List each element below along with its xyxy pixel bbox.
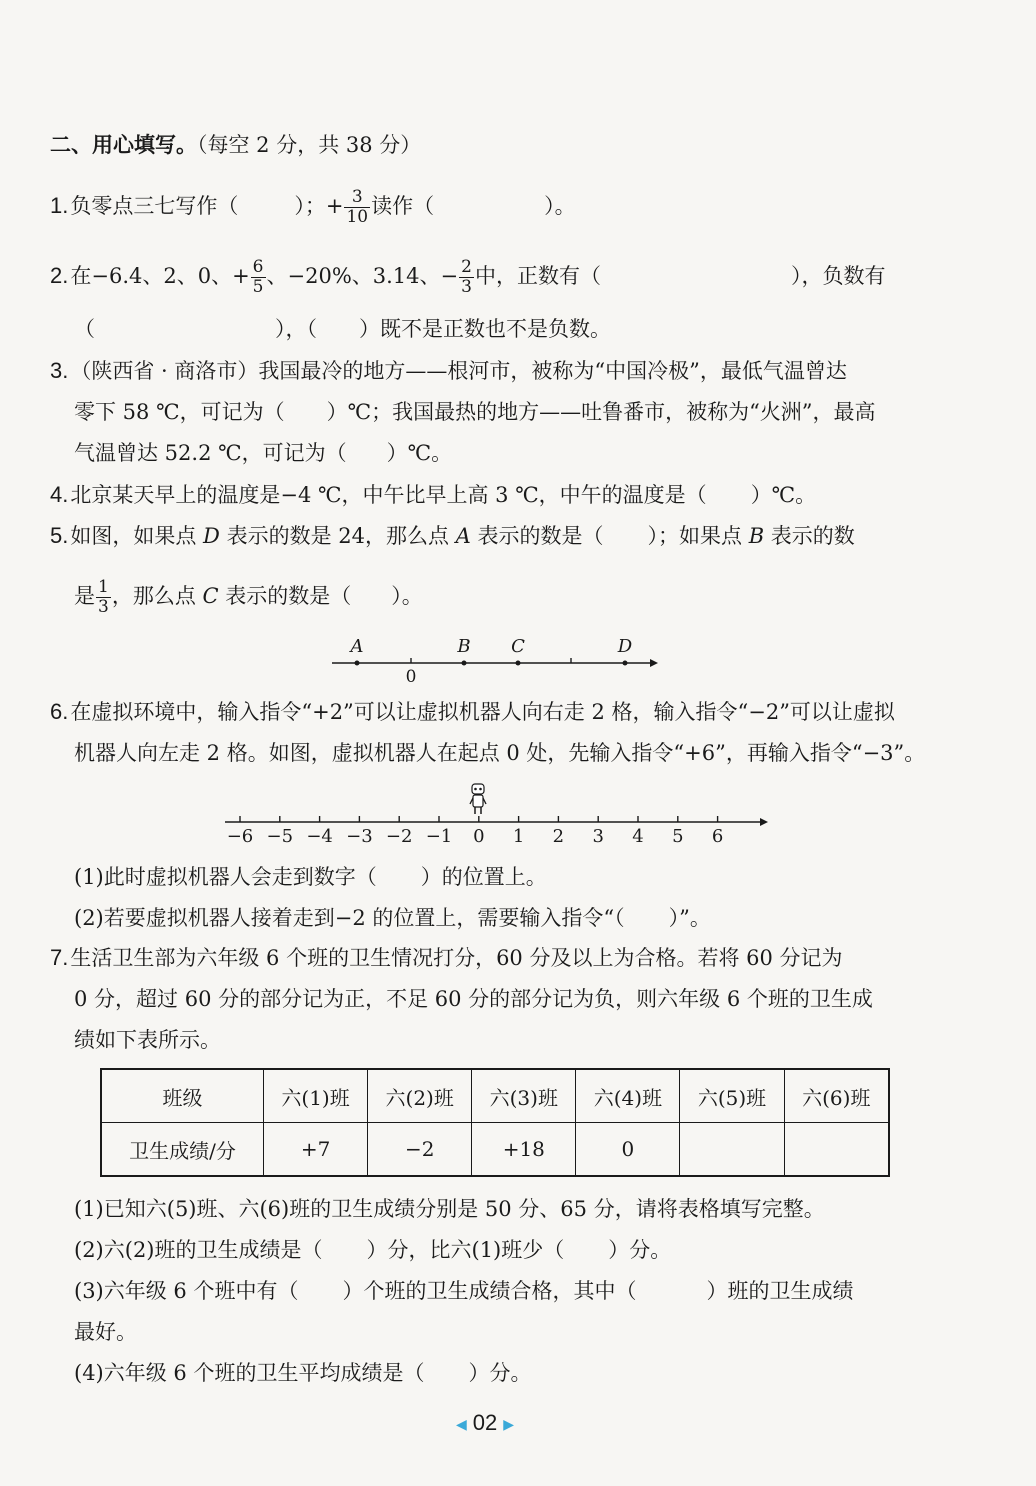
table-cell: 卫生成绩/分 [101, 1123, 264, 1177]
q1-text-b: ）；+ [294, 194, 344, 218]
number-line-tick-label: 4 [632, 826, 644, 847]
q7-sub1-text: (1)已知六(5)班、六(6)班的卫生成绩分别是 50 分、65 分，请将表格填写完整。 [74, 1197, 825, 1221]
question-number: 3. [50, 358, 69, 383]
point-b-label: B [748, 524, 765, 548]
section-note: （每空 2 分，共 38 分） [197, 133, 422, 157]
question-number: 5. [50, 523, 69, 548]
question-3 [50, 356, 847, 386]
q6-sub2-text-b: ）”。 [668, 906, 711, 930]
q7-sub2-text-a: (2)六(2)班的卫生成绩是（ [74, 1238, 323, 1262]
table-cell: +7 [264, 1123, 368, 1177]
number-line-tick-label: −5 [266, 826, 294, 847]
table-header-cell: 六(5)班 [680, 1069, 784, 1123]
question-2 [50, 258, 885, 297]
q4-text-a: 北京某天早上的温度是−4 ℃，中午比早上高 3 ℃，中午的温度是（ [70, 483, 707, 507]
point-b-dot [462, 661, 467, 666]
point-c-label: C [202, 584, 219, 608]
number-line-tick-label: 0 [473, 826, 485, 847]
page-indicator [440, 1410, 530, 1436]
q2-text-f: ），（ [275, 317, 317, 341]
number-line-tick-label: 5 [672, 826, 684, 847]
question-number: 7. [50, 945, 69, 970]
q5-text-d: ）；如果点 [647, 524, 749, 548]
q3-text-b: ）℃；我国最热的地方——吐鲁番市，被称为“火洲”，最高 [326, 400, 876, 424]
triangle-left-icon: ◀ [455, 1415, 467, 1432]
question-6-sub-1 [74, 862, 547, 892]
question-7-sub-1 [74, 1194, 825, 1224]
fraction-denominator: 3 [98, 597, 109, 617]
question-1 [50, 188, 576, 227]
number-line-tick-label: −4 [306, 826, 333, 847]
q5-text-f: 是 [74, 584, 95, 608]
fraction-denominator: 3 [461, 277, 472, 297]
q7-sub3-text-d: 最好。 [74, 1320, 137, 1344]
q7-sub3-text-b: ）个班的卫生成绩合格，其中（ [342, 1279, 637, 1303]
number-line-tick-label: −3 [346, 826, 373, 847]
q7-sub4-text-a: (4)六年级 6 个班的卫生平均成绩是（ [74, 1361, 425, 1385]
table-header-cell: 六(6)班 [784, 1069, 889, 1123]
table-cell: 0 [576, 1123, 680, 1177]
point-a-dot [355, 661, 360, 666]
question-4 [50, 480, 816, 510]
question-5 [50, 521, 855, 551]
q6-line-2: 机器人向左走 2 格。如图，虚拟机器人在起点 0 处，先输入指令“+6”，再输入指令“−3”。 [74, 741, 926, 765]
section-header [50, 130, 421, 160]
number-line-tick-label: 3 [592, 826, 604, 847]
arrow-right-icon [760, 818, 768, 826]
q4-text-b: ）℃。 [750, 483, 817, 507]
q2-fraction-1 [251, 258, 266, 297]
arrow-right-icon [650, 659, 658, 667]
question-6-sub-2 [74, 903, 711, 933]
line-label-d: D [617, 636, 633, 657]
table-cell: +18 [472, 1123, 576, 1177]
q5-text-h: 表示的数是（ [218, 584, 352, 608]
question-number: 1. [50, 193, 69, 218]
q3-text-a: 零下 58 ℃，可记为（ [74, 400, 285, 424]
q6-number-line [215, 780, 775, 850]
q7-sub3-text-c: ）班的卫生成绩 [706, 1279, 854, 1303]
q5-text-i: ）。 [391, 584, 423, 608]
q2-text-g: ）既不是正数也不是负数。 [359, 317, 611, 341]
table-header-cell: 六(1)班 [264, 1069, 368, 1123]
q6-sub1-text-a: (1)此时虚拟机器人会走到数字（ [74, 865, 377, 889]
question-number: 2. [50, 263, 69, 288]
table-header-cell: 六(3)班 [472, 1069, 576, 1123]
number-line-tick-label: −1 [425, 826, 453, 847]
q2-text-b: 、−20%、3.14、− [266, 264, 459, 288]
q3-line-1: （陕西省 · 商洛市）我国最冷的地方——根河市，被称为“中国冷极”，最低气温曾达 [70, 359, 847, 383]
q5-text-g: ，那么点 [111, 584, 203, 608]
point-d-label: D [203, 524, 220, 548]
question-3-line-3 [74, 438, 452, 468]
table-cell: −2 [368, 1123, 472, 1177]
q1-text-a: 负零点三七写作（ [70, 194, 239, 218]
q5-fraction [96, 578, 111, 617]
point-a-label: A [455, 524, 471, 548]
question-7-line-3 [74, 1025, 221, 1055]
q7-sub2-text-b: ）分，比六(1)班少（ [366, 1238, 565, 1262]
table-header-cell: 六(4)班 [576, 1069, 680, 1123]
q5-text-e: 表示的数 [764, 524, 855, 548]
line-label-a: A [350, 636, 364, 657]
q7-sub4-text-b: ）分。 [468, 1361, 532, 1385]
robot-icon [470, 784, 486, 814]
q7-sub3-text-a: (3)六年级 6 个班中有（ [74, 1279, 299, 1303]
q3-text-d: ）℃。 [386, 441, 453, 465]
q2-text-a: 在−6.4、2、0、+ [70, 264, 250, 288]
question-6-line-2 [74, 738, 925, 768]
question-5-line-2 [74, 578, 423, 617]
table-row [101, 1123, 889, 1177]
line-label-b: B [457, 636, 471, 657]
question-7-sub-4 [74, 1358, 531, 1388]
q5-number-line [320, 630, 670, 685]
number-line-tick-label: 6 [711, 826, 724, 847]
q7-sub2-text-c: ）分。 [608, 1238, 672, 1262]
table-cell-blank[interactable] [680, 1123, 784, 1177]
table-header-cell: 六(2)班 [368, 1069, 472, 1123]
question-2-line-2 [74, 314, 611, 344]
q6-line-1: 在虚拟环境中，输入指令“+2”可以让虚拟机器人向右走 2 格，输入指令“−2”可以让虚拟 [70, 700, 895, 724]
q1-text-c: 读作（ [371, 194, 435, 218]
line-label-zero: 0 [405, 667, 417, 685]
question-7 [50, 943, 843, 973]
number-line-tick-label: −6 [226, 826, 254, 847]
fraction-numerator: 1 [98, 577, 109, 597]
table-cell-blank[interactable] [784, 1123, 889, 1177]
q6-sub2-text-a: (2)若要虚拟机器人接着走到−2 的位置上，需要输入指令“（ [74, 906, 625, 930]
table-header-row [101, 1069, 889, 1123]
q6-sub1-text-b: ）的位置上。 [420, 865, 547, 889]
question-7-sub-2 [74, 1235, 671, 1265]
fraction-numerator: 2 [461, 257, 472, 277]
q5-text-c: 表示的数是（ [470, 524, 604, 548]
table-header-cell: 班级 [101, 1069, 264, 1123]
question-3-line-2 [74, 397, 876, 427]
q7-line-3: 绩如下表所示。 [74, 1028, 221, 1052]
number-line-tick-label: 1 [512, 826, 525, 847]
number-line-tick-label: −2 [385, 826, 413, 847]
q7-line-2: 0 分，超过 60 分的部分记为正，不足 60 分的部分记为负，则六年级 6 个班的卫生成 [74, 987, 873, 1011]
q2-text-e: （ [74, 317, 95, 341]
question-number: 4. [50, 482, 69, 507]
q5-text-b: 表示的数是 24，那么点 [219, 524, 456, 548]
q2-fraction-2 [459, 258, 474, 297]
number-line-tick-label: 2 [552, 826, 565, 847]
page-number: 02 [472, 1410, 498, 1435]
fraction-numerator: 3 [344, 188, 370, 208]
q1-fraction [344, 188, 370, 227]
q5-text-a: 如图，如果点 [70, 524, 204, 548]
point-d-dot [623, 661, 628, 666]
point-c-dot [516, 661, 521, 666]
question-7-sub-3-line-2 [74, 1317, 137, 1347]
q3-text-c: 气温曾达 52.2 ℃，可记为（ [74, 441, 347, 465]
q7-line-1: 生活卫生部为六年级 6 个班的卫生情况打分，60 分及以上为合格。若将 60 分记为 [70, 946, 843, 970]
fraction-numerator: 6 [252, 257, 264, 277]
section-title: 二、用心填写。 [50, 132, 197, 157]
fraction-denominator: 5 [252, 277, 264, 297]
q1-text-d: ）。 [544, 194, 576, 218]
question-6 [50, 697, 895, 727]
triangle-right-icon: ▶ [503, 1415, 515, 1432]
q2-text-c: 中，正数有（ [474, 264, 601, 288]
line-label-c: C [511, 636, 525, 657]
question-number: 6. [50, 699, 69, 724]
score-table [100, 1068, 890, 1177]
question-7-sub-3 [74, 1276, 853, 1306]
fraction-denominator: 10 [346, 207, 369, 227]
question-7-line-2 [74, 984, 873, 1014]
q2-text-d: ），负数有 [790, 264, 886, 288]
